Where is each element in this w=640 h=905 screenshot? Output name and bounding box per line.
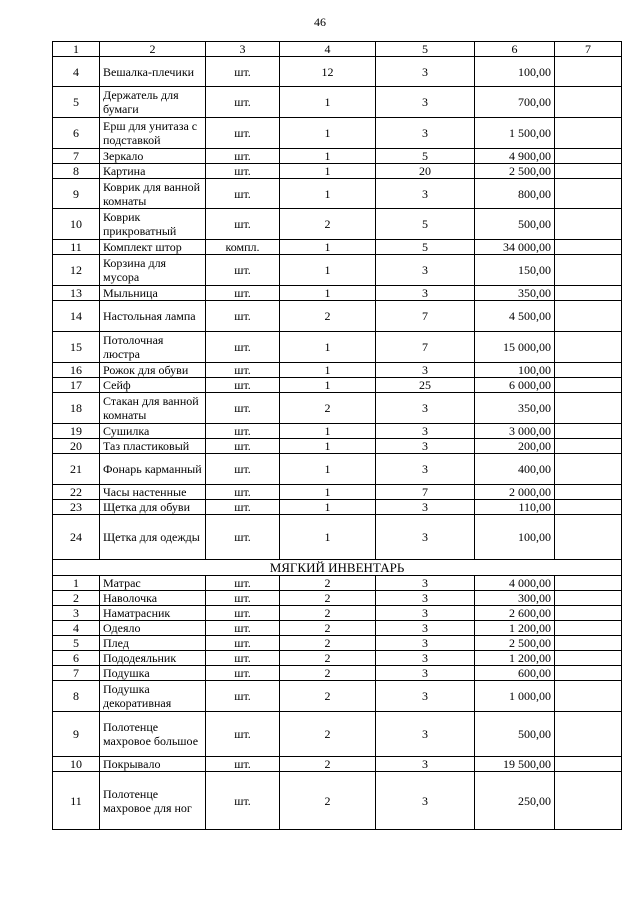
item-service-life: 3 [376,363,475,378]
item-quantity: 2 [280,636,376,651]
item-name: Наматрасник [100,606,206,621]
item-price: 4 000,00 [475,576,555,591]
item-number: 3 [53,606,100,621]
item-note [555,240,622,255]
item-number: 4 [53,621,100,636]
item-unit: шт. [206,621,280,636]
item-service-life: 7 [376,332,475,363]
item-service-life: 3 [376,772,475,830]
item-quantity: 1 [280,118,376,149]
item-price: 600,00 [475,666,555,681]
item-quantity: 1 [280,87,376,118]
item-number: 6 [53,651,100,666]
item-quantity: 2 [280,712,376,757]
item-service-life: 3 [376,651,475,666]
item-service-life: 3 [376,118,475,149]
item-quantity: 2 [280,209,376,240]
item-unit: компл. [206,240,280,255]
table-row [53,606,622,621]
item-name: Держатель для бумаги [100,87,206,118]
item-unit: шт. [206,454,280,485]
item-note [555,118,622,149]
item-note [555,179,622,209]
item-name: Сейф [100,378,206,393]
item-price: 400,00 [475,454,555,485]
item-number: 20 [53,439,100,454]
item-note [555,378,622,393]
item-quantity: 2 [280,301,376,332]
item-unit: шт. [206,393,280,424]
item-unit: шт. [206,681,280,712]
item-quantity: 2 [280,681,376,712]
item-quantity: 2 [280,666,376,681]
item-service-life: 3 [376,576,475,591]
item-number: 9 [53,712,100,757]
item-unit: шт. [206,515,280,560]
table-row [53,651,622,666]
table-row [53,363,622,378]
item-note [555,621,622,636]
item-quantity: 1 [280,149,376,164]
item-name: Фонарь карманный [100,454,206,485]
item-service-life: 7 [376,301,475,332]
item-price: 100,00 [475,363,555,378]
item-price: 34 000,00 [475,240,555,255]
item-note [555,255,622,286]
item-number: 5 [53,87,100,118]
item-service-life: 7 [376,485,475,500]
item-number: 2 [53,591,100,606]
column-number: 5 [376,42,475,57]
column-number: 3 [206,42,280,57]
item-service-life: 3 [376,606,475,621]
item-service-life: 20 [376,164,475,179]
item-name: Подушка декоративная [100,681,206,712]
item-service-life: 3 [376,712,475,757]
item-note [555,515,622,560]
item-price: 350,00 [475,393,555,424]
item-number: 10 [53,209,100,240]
column-number: 2 [100,42,206,57]
item-note [555,772,622,830]
item-unit: шт. [206,378,280,393]
item-number: 11 [53,240,100,255]
item-unit: шт. [206,57,280,87]
table-row [53,424,622,439]
item-price: 150,00 [475,255,555,286]
item-quantity: 1 [280,286,376,301]
item-name: Наволочка [100,591,206,606]
item-quantity: 1 [280,378,376,393]
item-price: 100,00 [475,515,555,560]
item-quantity: 1 [280,454,376,485]
item-name: Щетка для обуви [100,500,206,515]
item-name: Коврик прикроватный [100,209,206,240]
item-price: 100,00 [475,57,555,87]
item-service-life: 3 [376,454,475,485]
item-note [555,149,622,164]
item-unit: шт. [206,591,280,606]
table-row [53,439,622,454]
table-row [53,757,622,772]
item-service-life: 5 [376,149,475,164]
item-number: 14 [53,301,100,332]
column-number-row [53,42,622,57]
item-price: 19 500,00 [475,757,555,772]
item-unit: шт. [206,757,280,772]
item-service-life: 3 [376,621,475,636]
item-note [555,757,622,772]
item-unit: шт. [206,651,280,666]
item-name: Мыльница [100,286,206,301]
item-number: 5 [53,636,100,651]
item-price: 4 900,00 [475,149,555,164]
item-number: 15 [53,332,100,363]
item-name: Матрас [100,576,206,591]
item-service-life: 3 [376,757,475,772]
item-note [555,500,622,515]
item-service-life: 3 [376,591,475,606]
item-service-life: 3 [376,666,475,681]
item-note [555,286,622,301]
item-note [555,454,622,485]
item-unit: шт. [206,666,280,681]
item-unit: шт. [206,772,280,830]
item-number: 19 [53,424,100,439]
table-row [53,332,622,363]
item-price: 300,00 [475,591,555,606]
item-service-life: 3 [376,439,475,454]
item-price: 2 600,00 [475,606,555,621]
item-note [555,393,622,424]
item-number: 4 [53,57,100,87]
item-quantity: 2 [280,651,376,666]
item-note [555,57,622,87]
table-row [53,164,622,179]
item-number: 6 [53,118,100,149]
table-row [53,286,622,301]
item-note [555,591,622,606]
item-name: Настольная лампа [100,301,206,332]
item-name: Комплект штор [100,240,206,255]
item-quantity: 2 [280,591,376,606]
item-name: Вешалка-плечики [100,57,206,87]
item-quantity: 2 [280,606,376,621]
inventory-table [52,41,622,830]
item-name: Пододеяльник [100,651,206,666]
item-unit: шт. [206,179,280,209]
table-row [53,378,622,393]
item-service-life: 3 [376,179,475,209]
item-unit: шт. [206,286,280,301]
table-row [53,255,622,286]
item-note [555,164,622,179]
item-unit: шт. [206,164,280,179]
item-unit: шт. [206,500,280,515]
item-name: Сушилка [100,424,206,439]
item-name: Полотенце махровое большое [100,712,206,757]
item-service-life: 3 [376,255,475,286]
table-row [53,209,622,240]
item-note [555,681,622,712]
item-service-life: 3 [376,57,475,87]
table-row [53,712,622,757]
item-price: 500,00 [475,209,555,240]
item-unit: шт. [206,576,280,591]
item-number: 8 [53,164,100,179]
column-number: 4 [280,42,376,57]
item-unit: шт. [206,636,280,651]
item-number: 18 [53,393,100,424]
item-quantity: 2 [280,757,376,772]
item-name: Полотенце махровое для ног [100,772,206,830]
item-name: Зеркало [100,149,206,164]
item-price: 350,00 [475,286,555,301]
item-service-life: 5 [376,240,475,255]
item-unit: шт. [206,87,280,118]
item-service-life: 3 [376,393,475,424]
table-row [53,500,622,515]
table-row [53,681,622,712]
item-name: Картина [100,164,206,179]
table-row [53,515,622,560]
item-note [555,576,622,591]
item-name: Часы настенные [100,485,206,500]
table-row [53,485,622,500]
table-row [53,393,622,424]
item-price: 1 200,00 [475,651,555,666]
item-price: 3 000,00 [475,424,555,439]
item-quantity: 2 [280,393,376,424]
item-price: 700,00 [475,87,555,118]
table-row [53,240,622,255]
item-quantity: 1 [280,485,376,500]
item-price: 800,00 [475,179,555,209]
item-note [555,209,622,240]
section-title: МЯГКИЙ ИНВЕНТАРЬ [53,560,622,576]
table-row [53,591,622,606]
item-quantity: 1 [280,515,376,560]
item-note [555,651,622,666]
item-number: 10 [53,757,100,772]
table-row [53,772,622,830]
item-unit: шт. [206,606,280,621]
table-row [53,576,622,591]
item-price: 2 500,00 [475,636,555,651]
item-unit: шт. [206,301,280,332]
item-unit: шт. [206,209,280,240]
column-number: 6 [475,42,555,57]
item-service-life: 3 [376,500,475,515]
table-row [53,57,622,87]
item-quantity: 1 [280,255,376,286]
item-price: 1 000,00 [475,681,555,712]
item-number: 12 [53,255,100,286]
item-quantity: 1 [280,500,376,515]
item-note [555,87,622,118]
item-unit: шт. [206,424,280,439]
item-number: 9 [53,179,100,209]
item-note [555,485,622,500]
item-unit: шт. [206,439,280,454]
page-number: 46 [314,15,326,29]
item-quantity: 2 [280,576,376,591]
item-number: 24 [53,515,100,560]
item-note [555,332,622,363]
item-unit: шт. [206,332,280,363]
item-service-life: 3 [376,681,475,712]
item-number: 7 [53,666,100,681]
item-quantity: 1 [280,363,376,378]
item-name: Корзина для мусора [100,255,206,286]
item-quantity: 12 [280,57,376,87]
item-note [555,606,622,621]
item-number: 13 [53,286,100,301]
item-price: 4 500,00 [475,301,555,332]
item-service-life: 25 [376,378,475,393]
item-price: 6 000,00 [475,378,555,393]
item-quantity: 1 [280,424,376,439]
item-service-life: 5 [376,209,475,240]
table-row [53,454,622,485]
table-row [53,621,622,636]
item-service-life: 3 [376,286,475,301]
item-price: 200,00 [475,439,555,454]
item-unit: шт. [206,118,280,149]
item-price: 1 500,00 [475,118,555,149]
item-name: Одеяло [100,621,206,636]
item-unit: шт. [206,255,280,286]
item-number: 8 [53,681,100,712]
item-unit: шт. [206,712,280,757]
item-note [555,666,622,681]
item-quantity: 1 [280,439,376,454]
item-service-life: 3 [376,87,475,118]
item-quantity: 1 [280,164,376,179]
item-name: Плед [100,636,206,651]
item-service-life: 3 [376,424,475,439]
item-note [555,424,622,439]
table-row [53,301,622,332]
item-number: 17 [53,378,100,393]
item-name: Стакан для ванной комнаты [100,393,206,424]
column-number: 1 [53,42,100,57]
item-quantity: 1 [280,240,376,255]
item-unit: шт. [206,149,280,164]
table-row [53,118,622,149]
column-number: 7 [555,42,622,57]
item-price: 1 200,00 [475,621,555,636]
item-note [555,363,622,378]
item-unit: шт. [206,485,280,500]
item-quantity: 2 [280,772,376,830]
item-number: 7 [53,149,100,164]
table-row [53,179,622,209]
item-name: Потолочная люстра [100,332,206,363]
item-price: 15 000,00 [475,332,555,363]
item-quantity: 1 [280,332,376,363]
item-service-life: 3 [376,636,475,651]
table-row [53,636,622,651]
table-row [53,87,622,118]
item-name: Таз пластиковый [100,439,206,454]
item-note [555,439,622,454]
item-name: Щетка для одежды [100,515,206,560]
item-number: 11 [53,772,100,830]
item-price: 2 000,00 [475,485,555,500]
item-note [555,636,622,651]
item-service-life: 3 [376,515,475,560]
table-row [53,149,622,164]
item-note [555,712,622,757]
item-name: Ерш для унитаза с подставкой [100,118,206,149]
item-number: 23 [53,500,100,515]
item-price: 110,00 [475,500,555,515]
item-name: Коврик для ванной комнаты [100,179,206,209]
item-note [555,301,622,332]
item-quantity: 2 [280,621,376,636]
section-row [53,560,622,576]
item-quantity: 1 [280,179,376,209]
item-number: 22 [53,485,100,500]
item-price: 2 500,00 [475,164,555,179]
item-price: 250,00 [475,772,555,830]
item-unit: шт. [206,363,280,378]
item-price: 500,00 [475,712,555,757]
table-row [53,666,622,681]
item-name: Подушка [100,666,206,681]
item-number: 1 [53,576,100,591]
item-number: 21 [53,454,100,485]
item-name: Рожок для обуви [100,363,206,378]
item-number: 16 [53,363,100,378]
item-name: Покрывало [100,757,206,772]
